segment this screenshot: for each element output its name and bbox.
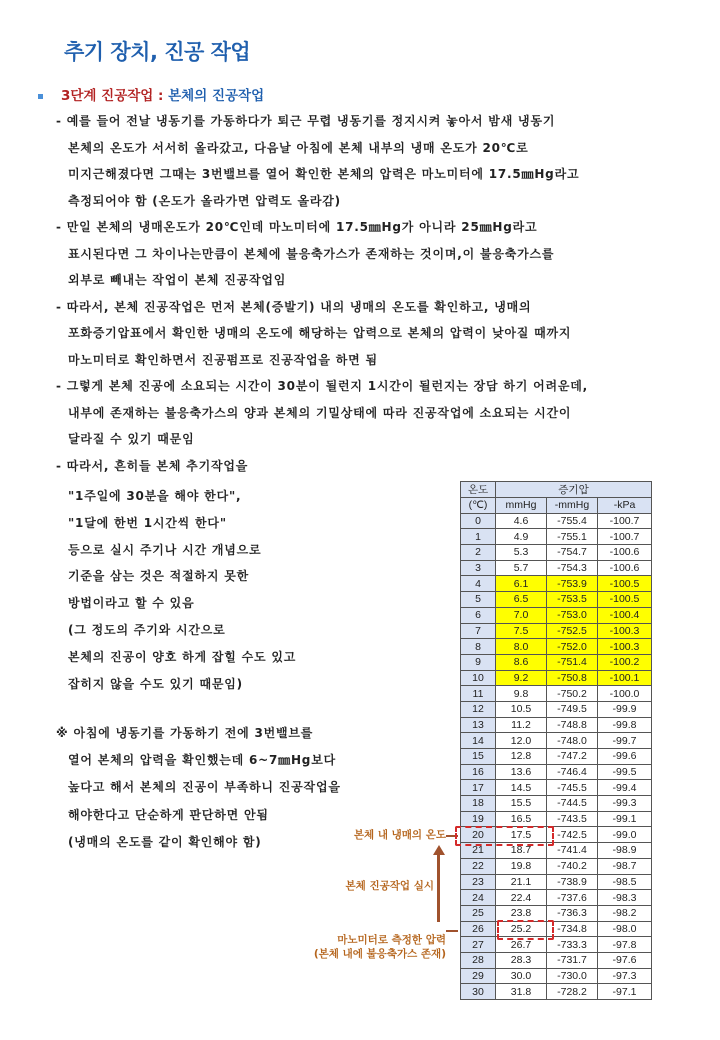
section-heading xyxy=(38,84,264,104)
table-cell: 17 xyxy=(461,780,496,796)
table-row xyxy=(461,952,652,968)
table-row xyxy=(461,764,652,780)
table-cell: -744.5 xyxy=(547,796,598,812)
table-cell: -736.3 xyxy=(547,905,598,921)
schedule-paragraph xyxy=(56,483,446,697)
table-row xyxy=(461,890,652,906)
table-cell: 11.2 xyxy=(496,717,547,733)
table-cell: -755.4 xyxy=(547,513,598,529)
table-row xyxy=(461,513,652,529)
table-row xyxy=(461,592,652,608)
table-row xyxy=(461,654,652,670)
table-cell: 24 xyxy=(461,890,496,906)
schedule-line: "1주일에 30분을 해야 한다", xyxy=(68,489,242,503)
table-cell: -98.9 xyxy=(598,843,652,859)
table-cell: 8 xyxy=(461,639,496,655)
table-cell: 9.8 xyxy=(496,686,547,702)
table-cell: -98.7 xyxy=(598,858,652,874)
table-row xyxy=(461,686,652,702)
note-line: 해야한다고 단순하게 판단하면 안됨 xyxy=(68,807,269,822)
table-cell: -740.2 xyxy=(547,858,598,874)
table-cell: -97.6 xyxy=(598,952,652,968)
table-cell: 15.5 xyxy=(496,796,547,812)
table-cell: -750.2 xyxy=(547,686,598,702)
table-cell: -734.8 xyxy=(547,921,598,937)
schedule-line: "1달에 한번 1시간씩 한다" xyxy=(68,515,227,530)
body-paragraphs xyxy=(56,108,696,479)
table-cell: -99.8 xyxy=(598,717,652,733)
table-cell: -737.6 xyxy=(547,890,598,906)
table-cell: -100.3 xyxy=(598,623,652,639)
highlight-box-temp xyxy=(455,826,554,846)
table-cell: 30.0 xyxy=(496,968,547,984)
table-cell: -741.4 xyxy=(547,843,598,859)
table-cell: 9 xyxy=(461,654,496,670)
table-cell: -99.4 xyxy=(598,780,652,796)
annotation-vacuum-work: 본체 진공작업 실시 xyxy=(345,880,434,892)
table-cell: -738.9 xyxy=(547,874,598,890)
body-line: 표시된다면 그 차이나는만큼이 본체에 불응축가스가 존재하는 것이며,이 불응축가스를 xyxy=(68,246,555,261)
body-line: - 만일 본체의 냉매온도가 20℃인데 마노미터에 17.5㎜Hg가 아니라 25㎜Hg라고 xyxy=(56,220,538,234)
table-row xyxy=(461,560,652,576)
table-cell: -751.4 xyxy=(547,654,598,670)
table-cell: -747.2 xyxy=(547,749,598,765)
table-cell: 25.2 xyxy=(496,921,547,937)
body-line: - 따라서, 본체 진공작업은 먼저 본체(증발기) 내의 냉매의 온도를 확인하고, 냉매의 xyxy=(56,299,532,314)
schedule-line: 방법이라고 할 수 있음 xyxy=(68,596,195,611)
table-cell: -753.5 xyxy=(547,592,598,608)
table-cell: 23.8 xyxy=(496,905,547,921)
table-row xyxy=(461,623,652,639)
note-line: 높다고 해서 본체의 진공이 부족하니 진공작업을 xyxy=(68,780,341,795)
table-row xyxy=(461,733,652,749)
table-cell: -100.3 xyxy=(598,639,652,655)
table-cell: 26.7 xyxy=(496,937,547,953)
table-cell: 7.0 xyxy=(496,607,547,623)
table-row xyxy=(461,937,652,953)
table-row xyxy=(461,968,652,984)
pointer-line-2 xyxy=(446,930,458,932)
table-cell: 19.8 xyxy=(496,858,547,874)
table-cell: 7.5 xyxy=(496,623,547,639)
table-cell: 1 xyxy=(461,529,496,545)
table-cell: -99.1 xyxy=(598,811,652,827)
table-row xyxy=(461,796,652,812)
vapor-pressure-table xyxy=(460,481,652,1000)
body-line: 내부에 존재하는 불응축가스의 양과 본체의 기밀상태에 따라 진공작업에 소요되는 시간이 xyxy=(68,405,572,420)
table-row xyxy=(461,670,652,686)
table-cell: 20 xyxy=(461,827,496,843)
table-row xyxy=(461,921,652,937)
table-cell: -100.7 xyxy=(598,513,652,529)
table-cell: 22 xyxy=(461,858,496,874)
table-cell: -99.5 xyxy=(598,764,652,780)
table-cell: -98.5 xyxy=(598,874,652,890)
annotation-manometer-line1: 마노미터로 측정한 압력 xyxy=(337,934,446,946)
table-header-pressure: 증기압 xyxy=(496,482,652,498)
arrow-shaft xyxy=(437,854,440,922)
table-cell: -746.4 xyxy=(547,764,598,780)
table-cell: -742.5 xyxy=(547,827,598,843)
body-line: 포화증기압표에서 확인한 냉매의 온도에 해당하는 압력으로 본체의 압력이 낮아질 때까지 xyxy=(68,326,572,340)
table-cell: 8.6 xyxy=(496,654,547,670)
schedule-line: 잡히지 않을 수도 있기 때문임) xyxy=(68,676,243,691)
table-cell: 11 xyxy=(461,686,496,702)
table-cell: -752.5 xyxy=(547,623,598,639)
table-cell: 21 xyxy=(461,843,496,859)
table-cell: 7 xyxy=(461,623,496,639)
body-line: 달라질 수 있기 때문임 xyxy=(68,432,195,446)
table-cell: 6.5 xyxy=(496,592,547,608)
table-cell: 26 xyxy=(461,921,496,937)
table-cell: 23 xyxy=(461,874,496,890)
table-row xyxy=(461,780,652,796)
table-row xyxy=(461,529,652,545)
table-subheader: -mmHg xyxy=(547,498,598,514)
table-cell: 14 xyxy=(461,733,496,749)
page-title: 추기 장치, 진공 작업 xyxy=(64,40,251,64)
table-cell: -100.6 xyxy=(598,560,652,576)
section-topic-label: 본체의 진공작업 xyxy=(168,88,265,104)
table-cell: -100.4 xyxy=(598,607,652,623)
table-cell: 4 xyxy=(461,576,496,592)
table-cell: 22.4 xyxy=(496,890,547,906)
table-cell: 12.8 xyxy=(496,749,547,765)
body-line: - 그렇게 본체 진공에 소요되는 시간이 30분이 될런지 1시간이 될런지는 장담 하기 어려운데, xyxy=(56,379,589,393)
body-line: 마노미터로 확인하면서 진공펌프로 진공작업을 하면 됨 xyxy=(68,352,378,367)
body-line: 미지근해졌다면 그때는 3번밸브를 열어 확인한 본체의 압력은 마노미터에 17.5㎜Hg라고 xyxy=(68,167,580,181)
table-row xyxy=(461,576,652,592)
table-cell: 19 xyxy=(461,811,496,827)
table-cell: 25 xyxy=(461,905,496,921)
table-cell: -748.0 xyxy=(547,733,598,749)
table-cell: 28.3 xyxy=(496,952,547,968)
table-cell: 16.5 xyxy=(496,811,547,827)
table-cell: 8.0 xyxy=(496,639,547,655)
table-row xyxy=(461,749,652,765)
table-subheader: mmHg xyxy=(496,498,547,514)
section-step-label: 3단계 진공작업 : xyxy=(61,88,169,104)
table-cell: -99.6 xyxy=(598,749,652,765)
table-cell: 6 xyxy=(461,607,496,623)
table-row xyxy=(461,905,652,921)
table-cell: -745.5 xyxy=(547,780,598,796)
table-cell: -97.1 xyxy=(598,984,652,1000)
table-cell: -753.0 xyxy=(547,607,598,623)
table-row xyxy=(461,717,652,733)
table-cell: -100.0 xyxy=(598,686,652,702)
table-cell: -97.8 xyxy=(598,937,652,953)
table-subheader: -kPa xyxy=(598,498,652,514)
table-cell: -728.2 xyxy=(547,984,598,1000)
table-cell: 9.2 xyxy=(496,670,547,686)
body-line: 외부로 빼내는 작업이 본체 진공작업임 xyxy=(68,273,287,287)
table-row xyxy=(461,874,652,890)
note-line: ※ 아침에 냉동기를 가동하기 전에 3번밸브를 xyxy=(56,726,314,740)
table-cell: 16 xyxy=(461,764,496,780)
table-cell: -100.2 xyxy=(598,654,652,670)
table-cell: 21.1 xyxy=(496,874,547,890)
table-cell: 14.5 xyxy=(496,780,547,796)
schedule-line: 기준을 삼는 것은 적절하지 못한 xyxy=(68,569,250,584)
table-cell: 18 xyxy=(461,796,496,812)
table-cell: 10.5 xyxy=(496,701,547,717)
table-cell: 12 xyxy=(461,701,496,717)
note-line: (냉매의 온도를 같이 확인해야 함) xyxy=(68,834,262,849)
table-subheader: (℃) xyxy=(461,498,496,514)
table-cell: -731.7 xyxy=(547,952,598,968)
table-cell: -754.7 xyxy=(547,545,598,561)
table-cell: 31.8 xyxy=(496,984,547,1000)
annotation-refrigerant-temp: 본체 내 냉매의 온도 xyxy=(353,829,446,841)
square-bullet-icon xyxy=(38,94,43,99)
table-cell: -100.5 xyxy=(598,576,652,592)
table-header-temp: 온도 xyxy=(461,482,496,498)
table-cell: -750.8 xyxy=(547,670,598,686)
table-cell: -99.3 xyxy=(598,796,652,812)
table-cell: 6.1 xyxy=(496,576,547,592)
table-cell: -749.5 xyxy=(547,701,598,717)
table-cell: 4.9 xyxy=(496,529,547,545)
table-row xyxy=(461,639,652,655)
body-line: 본체의 온도가 서서히 올라갔고, 다음날 아침에 본체 내부의 냉매 온도가 20℃로 xyxy=(68,140,529,155)
table-cell: 12.0 xyxy=(496,733,547,749)
table-cell: -97.3 xyxy=(598,968,652,984)
table-cell: 10 xyxy=(461,670,496,686)
table-cell: -730.0 xyxy=(547,968,598,984)
table-cell: -733.3 xyxy=(547,937,598,953)
table-cell: 29 xyxy=(461,968,496,984)
table-row xyxy=(461,984,652,1000)
table-cell: -99.0 xyxy=(598,827,652,843)
table-cell: -100.7 xyxy=(598,529,652,545)
table-row xyxy=(461,858,652,874)
table-cell: -100.1 xyxy=(598,670,652,686)
schedule-line: (그 정도의 주기와 시간으로 xyxy=(68,622,226,637)
table-cell: 17.5 xyxy=(496,827,547,843)
table-cell: 27 xyxy=(461,937,496,953)
body-line: - 예를 들어 전날 냉동기를 가동하다가 퇴근 무렵 냉동기를 정지시켜 놓아서 밤새 냉동기 xyxy=(56,114,556,128)
table-cell: -100.6 xyxy=(598,545,652,561)
table-row xyxy=(461,545,652,561)
table-cell: -755.1 xyxy=(547,529,598,545)
body-line: - 따라서, 흔히들 본체 추기작업을 xyxy=(56,458,249,473)
table-cell: -754.3 xyxy=(547,560,598,576)
table-cell: 2 xyxy=(461,545,496,561)
table-cell: 30 xyxy=(461,984,496,1000)
table-cell: -98.3 xyxy=(598,890,652,906)
schedule-line: 등으로 실시 주기나 시간 개념으로 xyxy=(68,542,262,557)
table-cell: 28 xyxy=(461,952,496,968)
note-line: 열어 본체의 압력을 확인했는데 6~7㎜Hg보다 xyxy=(68,753,336,768)
table-cell: -753.9 xyxy=(547,576,598,592)
table-cell: -752.0 xyxy=(547,639,598,655)
table-cell: 13.6 xyxy=(496,764,547,780)
body-line: 측정되어야 함 (온도가 올라가면 압력도 올라감) xyxy=(68,193,341,208)
table-cell: 13 xyxy=(461,717,496,733)
table-cell: 0 xyxy=(461,513,496,529)
table-cell: -100.5 xyxy=(598,592,652,608)
table-cell: 4.6 xyxy=(496,513,547,529)
table-cell: -743.5 xyxy=(547,811,598,827)
table-cell: -99.9 xyxy=(598,701,652,717)
table-row xyxy=(461,607,652,623)
vapor-pressure-table-wrapper xyxy=(455,480,675,998)
highlight-box-pressure xyxy=(497,920,554,940)
table-cell: 5 xyxy=(461,592,496,608)
table-cell: -748.8 xyxy=(547,717,598,733)
table-cell: -98.0 xyxy=(598,921,652,937)
annotation-manometer-line2: (본체 내에 불응축가스 존재) xyxy=(313,948,446,960)
table-cell: 18.7 xyxy=(496,843,547,859)
table-row xyxy=(461,811,652,827)
table-cell: 5.3 xyxy=(496,545,547,561)
table-row xyxy=(461,701,652,717)
table-cell: -98.2 xyxy=(598,905,652,921)
table-cell: 15 xyxy=(461,749,496,765)
table-cell: 5.7 xyxy=(496,560,547,576)
schedule-line: 본체의 진공이 양호 하게 잡힐 수도 있고 xyxy=(68,649,297,664)
table-cell: 3 xyxy=(461,560,496,576)
table-cell: -99.7 xyxy=(598,733,652,749)
